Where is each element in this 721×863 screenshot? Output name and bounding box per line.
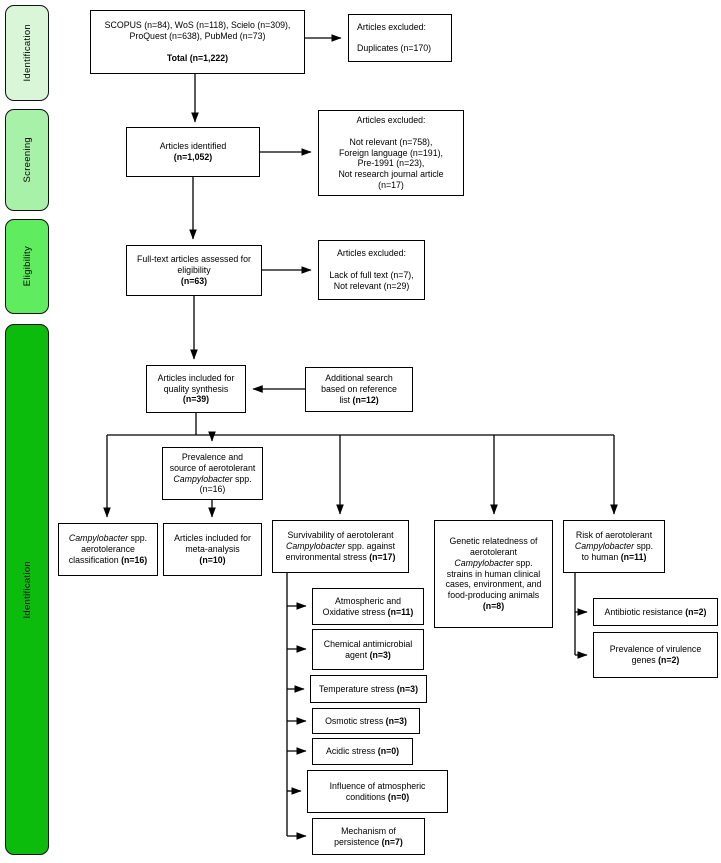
box-meta-analysis: Articles included for meta-analysis (n=10) (163, 523, 262, 576)
stage-label: Identification (21, 560, 33, 619)
stage-identification-bottom (5, 324, 49, 855)
stage-label: Screening (21, 137, 33, 183)
box-excluded-duplicates: Articles excluded: Duplicates (n=170) (348, 14, 452, 62)
box-virulence-genes: Prevalence of virulence genes (n=2) (593, 632, 718, 678)
box-temperature-stress: Temperature stress (n=3) (310, 675, 427, 703)
box-antibiotic-resistance: Antibiotic resistance (n=2) (593, 598, 718, 626)
box-atmospheric-conditions: Influence of atmospheric conditions (n=0) (307, 770, 448, 813)
box-excluded-screening: Articles excluded: Not relevant (n=758), Foreign language (n=191), Pre-1991 (n=23), Not research journal article (n=17) (318, 110, 464, 196)
box-chemical-antimicrobial: Chemical antimicrobial agent (n=3) (312, 629, 424, 670)
stage-label: Identification (21, 24, 33, 82)
box-genetic-relatedness: Genetic relatedness of aerotolerant Campylobacter spp. strains in human clinical cases, environment, and food-producing animals (n=8) (434, 520, 553, 628)
box-mechanism-persistence: Mechanism of persistence (n=7) (312, 818, 425, 855)
box-quality-synthesis: Articles included for quality synthesis (n=39) (146, 365, 246, 413)
box-acidic-stress: Acidic stress (n=0) (312, 738, 413, 765)
box-osmotic-stress: Osmotic stress (n=3) (312, 708, 420, 734)
box-survivability: Survivability of aerotolerant Campylobacter spp. against environmental stress (n=17) (272, 520, 409, 573)
box-search-sources-total: SCOPUS (n=84), WoS (n=118), Scielo (n=309), ProQuest (n=638), PubMed (n=73) Total (n=1,222) (90, 10, 305, 74)
box-additional-search: Additional search based on reference list (n=12) (305, 367, 413, 412)
box-excluded-eligibility: Articles excluded: Lack of full text (n=7), Not relevant (n=29) (318, 240, 425, 300)
stage-screening (5, 109, 49, 211)
stage-label: Eligibility (21, 246, 33, 287)
stage-identification-top (5, 5, 49, 101)
box-aerotolerance-classification: Campylobacter spp. aerotolerance classification (n=16) (58, 523, 158, 576)
box-fulltext-assessed: Full-text articles assessed for eligibility (n=63) (126, 245, 262, 296)
box-atmospheric-oxidative-stress: Atmospheric and Oxidative stress (n=11) (312, 588, 424, 625)
box-prevalence-source: Prevalence and source of aerotolerant Campylobacter spp. (n=16) (162, 447, 263, 500)
box-articles-identified: Articles identified (n=1,052) (126, 127, 260, 177)
stage-eligibility (5, 219, 49, 314)
box-risk-to-human: Risk of aerotolerant Campylobacter spp. to human (n=11) (563, 520, 665, 573)
